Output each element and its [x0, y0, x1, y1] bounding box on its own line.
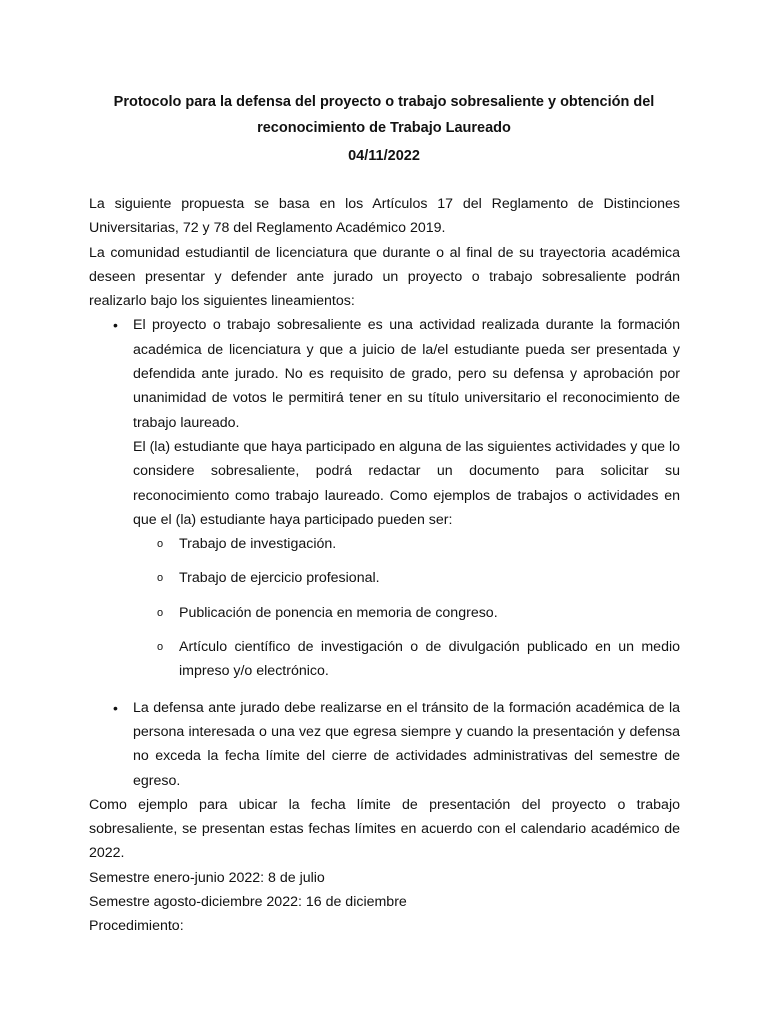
- bullet-icon: •: [113, 317, 118, 334]
- sub-list-item: [89, 566, 680, 590]
- semester-1-deadline: Semestre enero-junio 2022: 8 de julio: [89, 869, 325, 886]
- sub-item-text: Publicación de ponencia en memoria de congreso.: [179, 604, 498, 621]
- sub-list-item: [89, 601, 680, 625]
- document-body: [89, 192, 680, 939]
- bullet-icon: •: [113, 699, 118, 716]
- circle-bullet-icon: o: [157, 538, 164, 551]
- bullet-item-2: [89, 696, 680, 793]
- circle-bullet-icon: o: [157, 606, 164, 619]
- sub-item-text: Artículo científico de investigación o de divulgación publicado en un medio impreso y/o electrónico.: [179, 639, 680, 680]
- circle-bullet-icon: o: [157, 572, 164, 585]
- paragraph-community: La comunidad estudiantil de licenciatura que durante o al final de su trayectoria académica deseen presentar y defender ante jurado un proyecto o trabajo sobresaliente podrán realizarlo bajo los siguientes lineamientos:: [89, 244, 680, 310]
- sub-list-item: [89, 635, 680, 684]
- bullet-item-1: [89, 313, 680, 532]
- document-date: 04/11/2022: [348, 148, 420, 164]
- procedure-heading: Procedimiento:: [89, 918, 184, 935]
- bullet-2-paragraph: La defensa ante jurado debe realizarse en el tránsito de la formación académica de la persona interesada o una vez que egresa siempre y cuando la presentación y defensa no exceda la fecha límite del cierre de actividades administrativas del semestre de egreso.: [133, 699, 680, 789]
- document-title-line-2: reconocimiento de Trabajo Laureado: [257, 120, 511, 136]
- paragraph-deadlines: Como ejemplo para ubicar la fecha límite de presentación del proyecto o trabajo sobresaliente, se presentan estas fechas límites en acuerdo con el calendario académico de 2022.: [89, 796, 680, 862]
- bullet-1-paragraph-2: El (la) estudiante que haya participado en alguna de las siguientes actividades y que lo considere sobresaliente, podrá redactar un documento para solicitar su reconocimiento como trabajo laureado. Como ejemplos de trabajos o actividades en que el (la) estudiante haya participado pueden ser:: [133, 438, 680, 528]
- sub-item-text: Trabajo de ejercicio profesional.: [179, 570, 380, 587]
- paragraph-intro: La siguiente propuesta se basa en los Artículos 17 del Reglamento de Distinciones Universitarias, 72 y 78 del Reglamento Académico 2019.: [89, 196, 680, 237]
- document-title-line-1: Protocolo para la defensa del proyecto o trabajo sobresaliente y obtención del: [113, 94, 655, 110]
- sub-list-item: [89, 532, 680, 556]
- semester-2-deadline: Semestre agosto-diciembre 2022: 16 de diciembre: [89, 894, 407, 911]
- bullet-1-paragraph-1: El proyecto o trabajo sobresaliente es una actividad realizada durante la formación académica de licenciatura y que a juicio de la/el estudiante pueda ser presentada y defendida ante jurado. No es requisito de grado, pero su defensa y aprobación por unanimidad de votos le permitirá tener en su título universitario el reconocimiento de trabajo laureado.: [133, 317, 680, 431]
- sub-item-text: Trabajo de investigación.: [179, 536, 337, 553]
- circle-bullet-icon: o: [157, 641, 164, 654]
